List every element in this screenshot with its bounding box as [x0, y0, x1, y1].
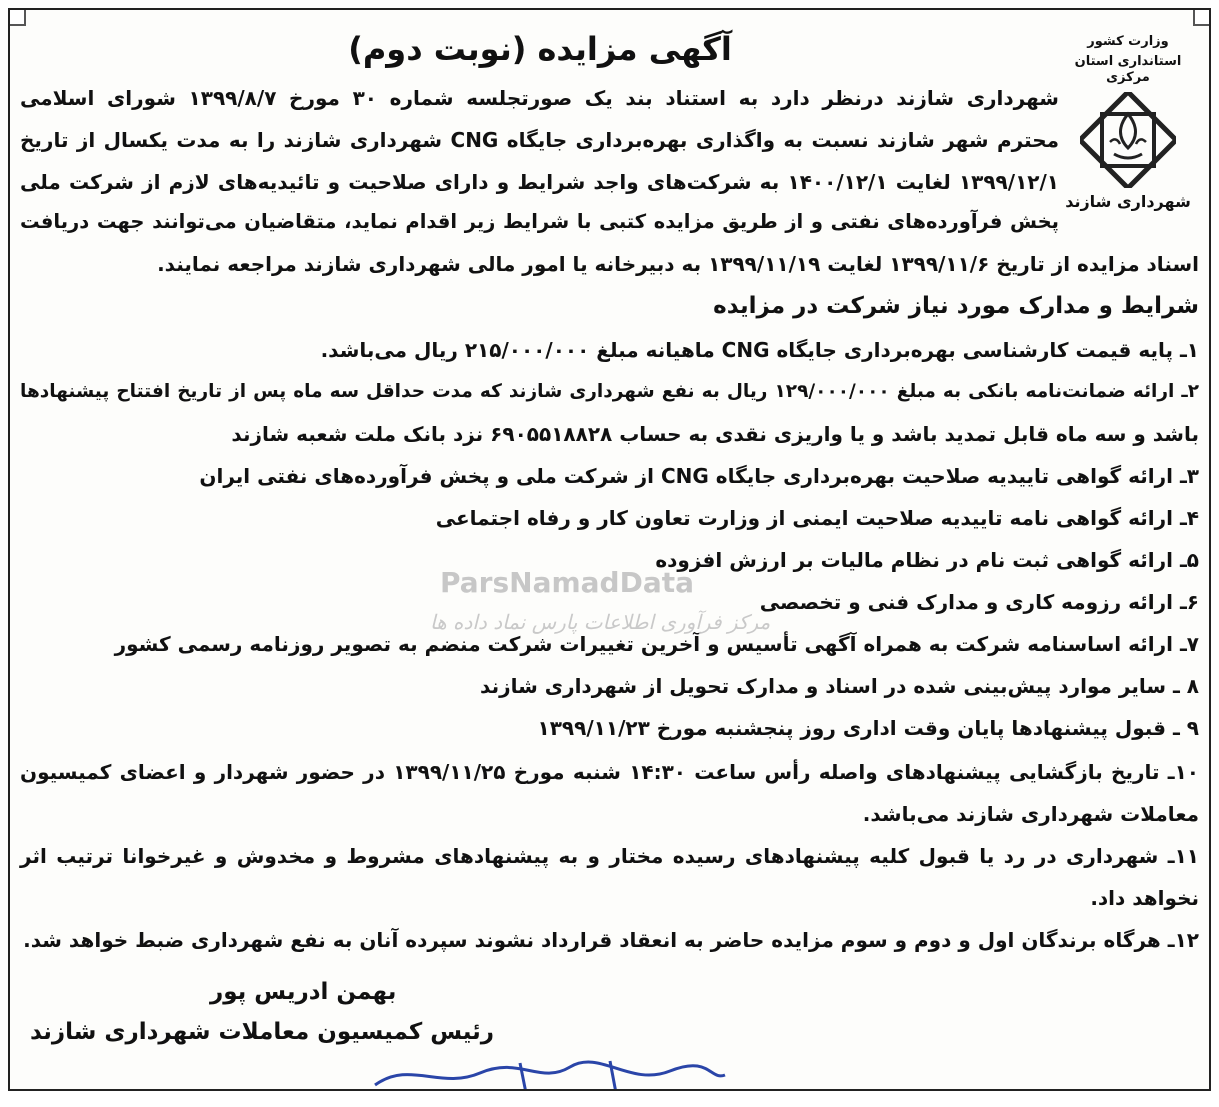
condition-item: نخواهد داد. [1090, 886, 1199, 910]
condition-item: ۱۲ـ هرگاه برندگان اول و دوم و سوم مزایده حاضر به انعقاد قرارداد نشوند سپرده آنان به نفع شهرداری ضبط خواهد شد. [23, 928, 1199, 952]
intro-line: اسناد مزایده از تاریخ ۱۳۹۹/۱۱/۶ لغایت ۱۳۹۹/۱۱/۱۹ به دبیرخانه یا امور مالی شهرداری شازند مراجعه نمایند. [157, 252, 1199, 276]
handwritten-signature-icon [370, 1055, 730, 1091]
condition-item: ۱۰ـ تاریخ بازگشایی پیشنهادهای واصله رأس ساعت ۱۴:۳۰ شنبه مورخ ۱۳۹۹/۱۱/۲۵ در حضور شهردار و اعضای کمیسیون [20, 760, 1199, 784]
signatory-position: رئیس کمیسیون معاملات شهرداری شازند [30, 1019, 495, 1045]
condition-item: باشد و سه ماه قابل تمدید باشد و یا واریزی نقدی به حساب ۶۹۰۵۵۱۸۸۲۸ نزد بانک ملت شعبه شازند [231, 422, 1199, 446]
intro-line: پخش فرآورده‌های نفتی و از طریق مزایده کتبی با شرایط زیر اقدام نماید، متقاضیان می‌توانند جهت دریافت [20, 210, 1059, 233]
condition-item: ۱۱ـ شهرداری در رد یا قبول کلیه پیشنهادهای رسیده مختار و به پیشنهادهای مشروط و مخدوش و غیرخوانا ترتیب اثر [20, 844, 1199, 868]
corner-mark [8, 8, 26, 26]
watermark: ParsNamadData [440, 566, 694, 599]
condition-item: ۳ـ ارائه گواهی تاییدیه صلاحیت بهره‌برداری جایگاه CNG از شرکت ملی و پخش فرآورده‌های نفتی ایران [199, 464, 1199, 488]
municipality-emblem-icon [1080, 92, 1176, 188]
signatory-name: بهمن ادریس پور [210, 979, 397, 1005]
ad-title: آگهی مزایده (نوبت دوم) [348, 30, 732, 68]
conditions-heading: شرایط و مدارک مورد نیاز شرکت در مزایده [713, 293, 1199, 319]
condition-item: ۹ ـ قبول پیشنهادها پایان وقت اداری روز پنجشنبه مورخ ۱۳۹۹/۱۱/۲۳ [537, 716, 1199, 740]
municipality-name: شهرداری شازند [1065, 192, 1191, 211]
municipality-logo [1063, 30, 1193, 230]
intro-line: شهرداری شازند درنظر دارد به استناد بند یک صورتجلسه شماره ۳۰ مورخ ۱۳۹۹/۸/۷ شورای اسلامی [20, 86, 1059, 110]
condition-item: معاملات شهرداری شازند می‌باشد. [862, 802, 1199, 826]
condition-item: ۱ـ پایه قیمت کارشناسی بهره‌برداری جایگاه CNG ماهیانه مبلغ ۲۱۵/۰۰۰/۰۰۰ ریال می‌باشد. [320, 338, 1199, 362]
condition-item: ۵ـ ارائه گواهی ثبت نام در نظام مالیات بر ارزش افزوده [655, 548, 1199, 572]
condition-item: ۷ـ ارائه اساسنامه شرکت به همراه آگهی تأسیس و آخرین تغییرات شرکت منضم به تصویر روزنامه رسمی کشور [114, 632, 1199, 656]
condition-item: ۴ـ ارائه گواهی نامه تاییدیه صلاحیت ایمنی از وزارت تعاون کار و رفاه اجتماعی [435, 506, 1199, 530]
condition-item: ۲ـ ارائه ضمانت‌نامه بانکی به مبلغ ۱۲۹/۰۰۰/۰۰۰ ریال به نفع شهرداری شازند که مدت حداقل سه ماه پس از تاریخ افتتاح پیشنهادها [20, 381, 1200, 402]
watermark-subtext: مرکز فرآوری اطلاعات پارس نماد داده ها [430, 610, 771, 634]
intro-line: ۱۳۹۹/۱۲/۱ لغایت ۱۴۰۰/۱۲/۱ به شرکت‌های واجد شرایط و دارای صلاحیت و تائیدیه‌های لازم از شرکت ملی [20, 170, 1059, 194]
ministry-name: وزارت کشور [1087, 34, 1169, 49]
intro-line: محترم شهر شازند نسبت به واگذاری بهره‌برداری جایگاه CNG شهرداری شازند را به مدت یکسال از تاریخ [20, 128, 1059, 152]
condition-item: ۸ ـ سایر موارد پیش‌بینی شده در اسناد و مدارک تحویل از شهرداری شازند [480, 674, 1199, 698]
newspaper-ad [8, 8, 1211, 1091]
corner-mark [1193, 8, 1211, 26]
condition-item: ۶ـ ارائه رزومه کاری و مدارک فنی و تخصصی [759, 590, 1199, 614]
governorate-name: استانداری استان مرکزی [1074, 54, 1182, 85]
